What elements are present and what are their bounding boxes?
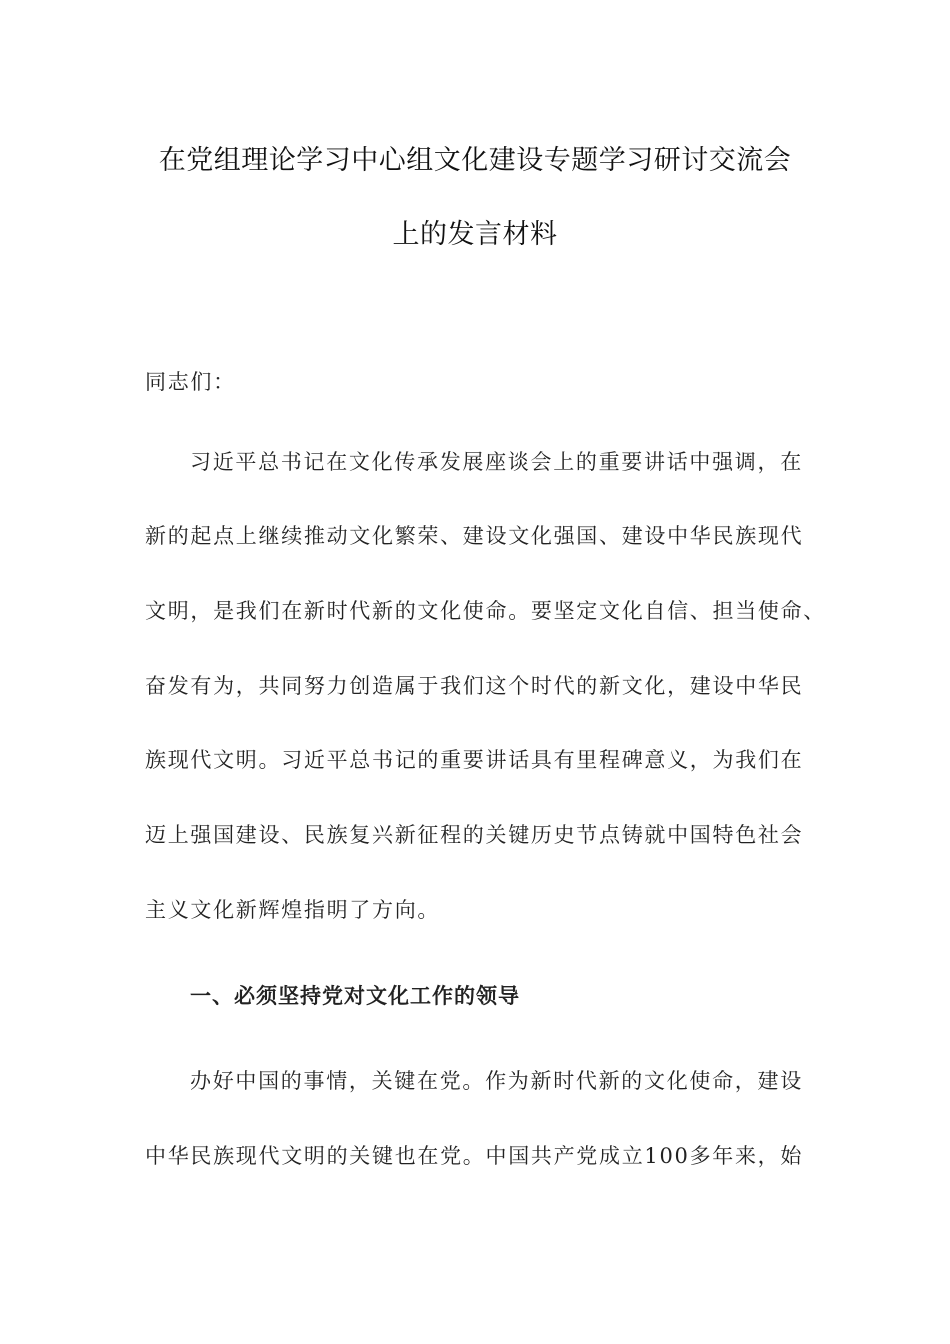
paragraph-1-line-6: 迈上强国建设、民族复兴新征程的关键历史节点铸就中国特色社会 — [145, 823, 804, 847]
paragraph-1-line-7: 主义文化新辉煌指明了方向。 — [145, 898, 441, 922]
salutation: 同志们： — [145, 370, 236, 394]
section-1-heading: 一、必须坚持党对文化工作的领导 — [190, 984, 520, 1008]
paragraph-1-line-3: 文明，是我们在新时代新的文化使命。要坚定文化自信、担当使命、 — [145, 599, 826, 623]
document-title-line-1: 在党组理论学习中心组文化建设专题学习研讨交流会 — [158, 145, 792, 176]
document-title-line-2: 上的发言材料 — [392, 219, 558, 250]
paragraph-1-line-2: 新的起点上继续推动文化繁荣、建设文化强国、建设中华民族现代 — [145, 524, 804, 548]
paragraph-1-line-5: 族现代文明。习近平总书记的重要讲话具有里程碑意义，为我们在 — [145, 748, 804, 772]
paragraph-1-line-1: 习近平总书记在文化传承发展座谈会上的重要讲话中强调，在 — [190, 450, 803, 474]
paragraph-2-line-2: 中华民族现代文明的关键也在党。中国共产党成立100多年来，始 — [145, 1144, 804, 1168]
paragraph-1-line-4: 奋发有为，共同努力创造属于我们这个时代的新文化，建设中华民 — [145, 674, 804, 698]
paragraph-2-line-1: 办好中国的事情，关键在党。作为新时代新的文化使命，建设 — [190, 1069, 803, 1093]
